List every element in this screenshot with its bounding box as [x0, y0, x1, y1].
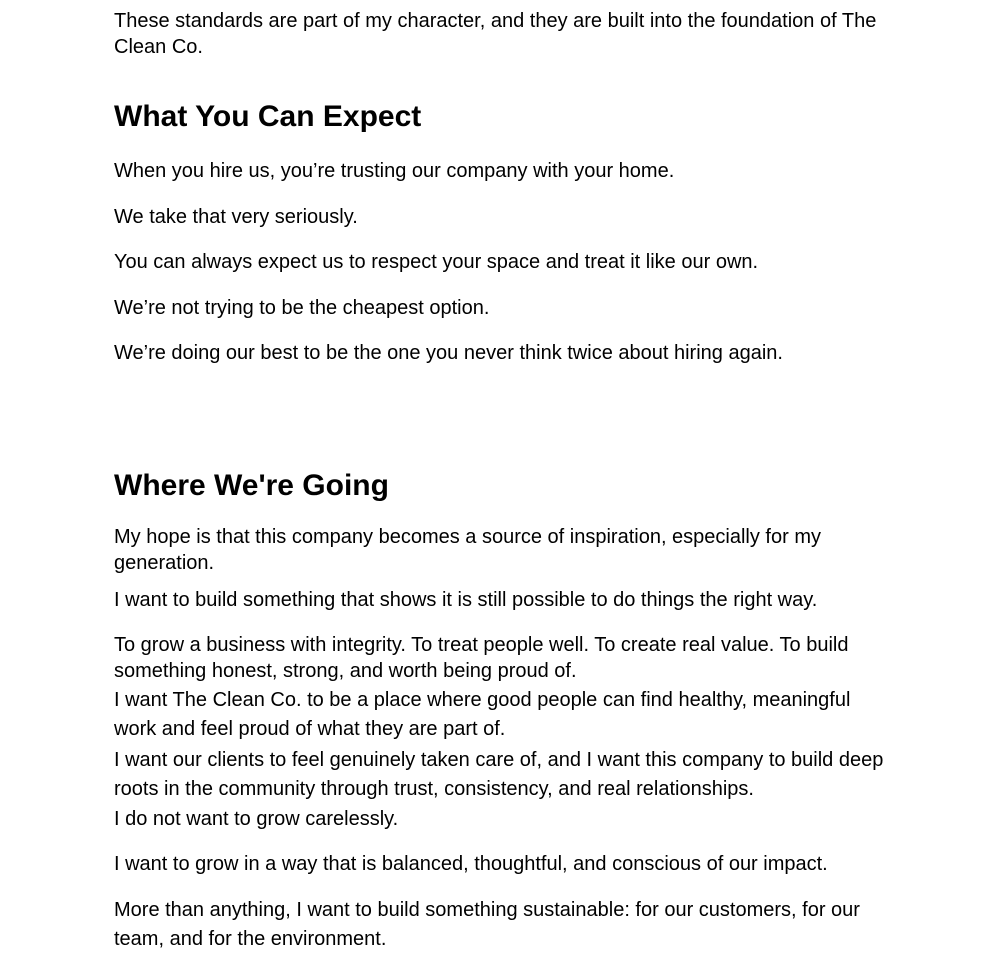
paragraph: I want The Clean Co. to be a place where good people can find healthy, meaningful work and feel proud of what they are part of.	[114, 689, 851, 740]
paragraph: I want our clients to feel genuinely taken care of, and I want this company to build deep roots in the community through trust, consistency, and real relationships.	[114, 749, 884, 800]
paragraph: More than anything, I want to build something sustainable: for our customers, for our team, and for the environment.	[114, 899, 860, 950]
paragraph: When you hire us, you’re trusting our company with your home.	[114, 160, 675, 182]
intro-paragraph: These standards are part of my character, and they are built into the foundation of The Clean Co.	[114, 10, 877, 58]
paragraph: To grow a business with integrity. To treat people well. To create real value. To build something honest, strong, and worth being proud of.	[114, 634, 849, 682]
section-heading-what-you-can-expect: What You Can Expect	[114, 100, 422, 133]
document-page	[114, 0, 884, 965]
paragraph: We take that very seriously.	[114, 206, 358, 228]
paragraph: My hope is that this company becomes a source of inspiration, especially for my generation.	[114, 526, 821, 574]
paragraph: I do not want to grow carelessly.	[114, 808, 399, 830]
paragraph: We’re doing our best to be the one you never think twice about hiring again.	[114, 342, 783, 364]
paragraph: I want to grow in a way that is balanced, thoughtful, and conscious of our impact.	[114, 853, 828, 875]
paragraph: I want to build something that shows it is still possible to do things the right way.	[114, 589, 818, 611]
paragraph: We’re not trying to be the cheapest option.	[114, 297, 490, 319]
paragraph: You can always expect us to respect your space and treat it like our own.	[114, 251, 759, 273]
section-heading-where-were-going: Where We're Going	[114, 469, 389, 502]
